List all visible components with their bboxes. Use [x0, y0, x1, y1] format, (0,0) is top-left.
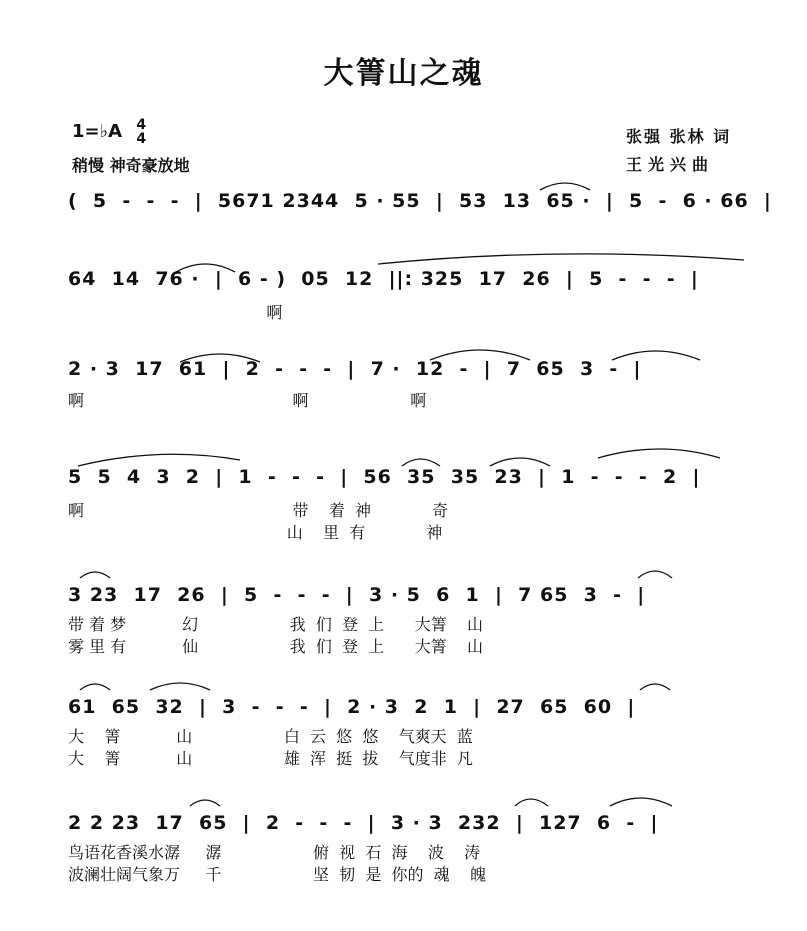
slur-mark [540, 183, 590, 190]
time-bottom: 4 [136, 131, 147, 147]
notation-line: 5 5 4 3 2 | 1 - - - | 56 35 35 23 | 1 - - - 2 | [68, 466, 701, 488]
lyric-line-1: 啊 [68, 303, 283, 322]
notation-line: 64 14 76 · | 6 - ) 05 12 ||: 325 17 26 | 5 - - - | [68, 268, 699, 290]
key-signature [72, 118, 146, 146]
slur-mark [80, 572, 110, 578]
lyric-line-1: 大 箐 山 白 云 悠 悠 气爽天 蓝 [68, 727, 473, 746]
lyric-line-1: 啊 带 着 神 奇 [68, 501, 449, 520]
slur-mark [190, 800, 220, 806]
lyric-line-1: 鸟语花香溪水潺 潺 俯 视 石 海 波 涛 [68, 843, 481, 862]
notation-line: 61 65 32 | 3 - - - | 2 · 3 2 1 | 27 65 60 | [68, 696, 636, 718]
slur-mark [80, 684, 110, 690]
lyric-line-2: 波澜壮阔气象万 千 坚 韧 是 你的 魂 魄 [68, 865, 487, 884]
slur-mark [150, 683, 210, 690]
notation-line: 3 23 17 26 | 5 - - - | 3 · 5 6 1 | 7 65 3 - | [68, 584, 646, 606]
lyric-line-2: 雾 里 有 仙 我 们 登 上 大箐 山 [68, 637, 484, 656]
lyric-line-2: 山 里 有 神 [68, 523, 443, 542]
slur-mark [378, 254, 744, 264]
lyric-line-1: 啊 啊 啊 [68, 391, 427, 410]
lyric-line-1: 带 着 梦 幻 我 们 登 上 大箐 山 [68, 615, 484, 634]
slur-mark [402, 459, 440, 466]
lyric-line-2: 大 箐 山 雄 浑 挺 拔 气度非 凡 [68, 749, 473, 768]
slur-mark [490, 458, 550, 466]
notation-line: 2 · 3 17 61 | 2 - - - | 7 · 12 - | 7 65 3 - | [68, 358, 642, 380]
song-title: 大箐山之魂 [323, 56, 484, 91]
slur-mark [610, 798, 672, 806]
lyricist-credit: 张强 张林 词 [626, 127, 732, 146]
notation-line: 2 2 23 17 65 | 2 - - - | 3 · 3 232 | 127 6 - | [68, 812, 659, 834]
time-signature [136, 118, 146, 146]
slur-mark [638, 571, 672, 578]
slur-mark [515, 799, 548, 806]
tempo-marking: 稍慢 神奇豪放地 [72, 156, 190, 175]
composer-credit: 王光兴曲 [626, 155, 715, 174]
notation-line: ( 5 - - - | 5671 2344 5 · 55 | 53 13 65 · | 5 - 6 · 66 | [68, 190, 772, 212]
slur-mark [598, 449, 720, 458]
slur-mark [640, 684, 670, 690]
time-top: 4 [136, 117, 147, 133]
key-label: 1=♭A [72, 121, 123, 142]
slur-mark [78, 454, 240, 466]
